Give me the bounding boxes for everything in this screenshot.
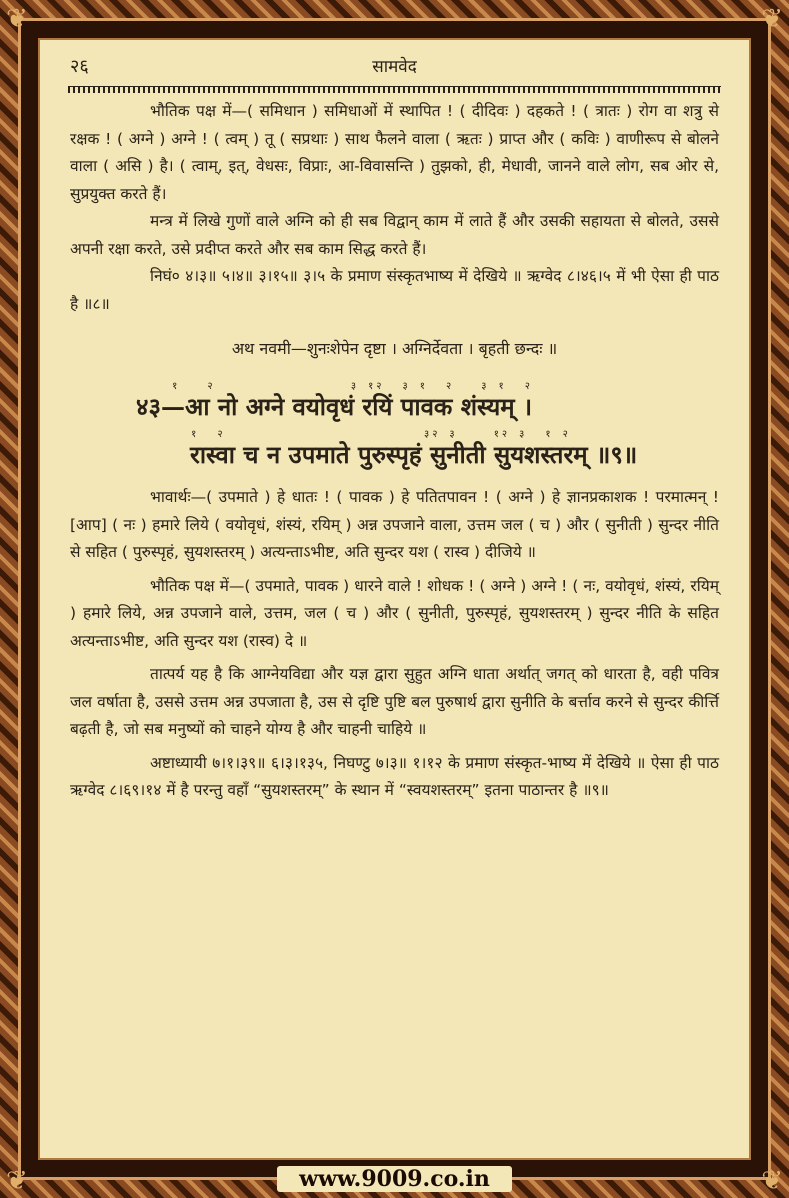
explanation-paragraph-1: मन्त्र में लिखे गुणों वाले अग्नि को ही सब विद्वान् काम में लाते हैं और उसकी सहायता से बोलते, उससे अपनी रक्षा करते, उसे प्रदीप्त करते और सब काम सिद्ध करते हैं। [70,212,719,258]
reference-paragraph-2: अष्टाध्यायी ७।१।३९॥ ६।३।१३५, निघण्टु ७।३॥ १।१२ के प्रमाण संस्कृत-भाष्य में देखिये ॥ ऐसा ही पाठ ऋग्वेद ८।६९।१४ में है परन्तु वहाँ “सुयशस्तरम्” के स्थान में “स्वयशस्तरम्” इतना पाठान्तर है ॥९॥ [70,753,719,799]
bhavarth-paragraph: भावार्थः—( उपमाते ) हे धातः ! ( पावक ) हे पतितपावन ! ( अग्ने ) हे ज्ञानप्रकाशक ! परमात्मन् ! [आप] ( नः ) हमारे लिये ( वयोवृधं, शंस्यं, रयिम् ) अन्न उपजाने वाला, उत्तम जल ( च ) और ( सुनीती ) सुन्दर नीति से सहित ( पुरुस्पृहं, सुयशस्तरम् ) अत्यन्ताऽभीष्ट, अति सुन्दर यश ( रास्व ) दीजिये ॥ [70,488,719,561]
mantra-line-1: ४३—आ नो अग्ने वयोवृधं रयिं पावक शंस्यम् । [136,392,533,421]
footer-band [38,1160,751,1198]
corner-ornament-icon: ❦ [761,1166,783,1196]
svara-marks-2: १ २ ३२ ३ १२ ३ १ २ [146,429,571,440]
reference-paragraph-1: निघं० ४।३॥ ५।४॥ ३।१५॥ ३।५ के प्रमाण संस्कृतभाष्य में देखिये ॥ ऋग्वेद ८।४६।५ में भी ऐसा ही पाठ है ॥८॥ [70,267,719,313]
tatparya-paragraph: तात्पर्य यह है कि आग्नेयविद्या और यज्ञ द्वारा सुहुत अग्नि धाता अर्थात् जगत् को धारता है, वही पवित्र जल वर्षाता है, उससे उत्तम अन्न उपजाता है, उस से दृष्टि पुष्टि बल पुरुषार्थ द्वारा सुनीति के बर्त्ताव करने से सुन्दर कीर्त्ति बढ़ती है, जो सब मनुष्यों को चाहने योग्य है और चाहनी चाहिये ॥ [70,665,719,738]
corner-ornament-icon: ❦ [6,4,28,34]
book-page [38,38,751,1160]
bhautik-paragraph-2: भौतिक पक्ष में—( उपमाते, पावक ) धारने वाले ! शोधक ! ( अग्ने ) अग्ने ! ( नः, वयोवृधं, शंस्यं, रयिम् ) हमारे लिये, अन्न उपजाने वाले, उत्तम, जल ( च ) और ( सुनीती, पुरुस्पृहं, सुयशस्तरम् ) सुन्दर नीति के सहित अत्यन्ताऽभीष्ट, अति सुन्दर यश (रास्व) दे ॥ [70,576,719,650]
corner-ornament-icon: ❦ [6,1166,28,1196]
page-number: २६ [70,56,89,77]
corner-ornament-icon: ❦ [761,4,783,34]
mantra-intro: अथ नवमी—शुनःशेपेन दृष्टा । अग्निर्देवता । बृहती छन्दः ॥ [231,339,558,358]
running-title: सामवेद [372,57,417,77]
bhautik-paragraph-1: भौतिक पक्ष में—( समिधान ) समिधाओं में स्थापित ! ( दीदिवः ) दहकते ! ( त्रातः ) रोग वा शत्रु से रक्षक ! ( अग्ने ) अग्ने ! ( त्वम् ) तू ( सप्रथाः ) साथ फैलने वाला ( ऋतः ) प्राप्त और ( कविः ) वाणीरूप से बोलने वाला ( असि ) है। ( त्वाम्, इत्, वेधसः, विप्राः, आ-विवासन्ति ) तुझको, ही, मेधावी, जानने वाले लोग, सब ओर से, सुप्रयुक्त करते हैं। [70,102,719,203]
website-link[interactable]: www.9009.co.in [277,1166,512,1192]
mantra-block [70,380,719,468]
header-rule [68,86,721,93]
svara-marks-1: १ २ ३ १२ ३ १ २ ३ १ २ [136,381,533,392]
mantra-line-2: रास्वा च न उपमाते पुरुस्पृहं सुनीती सुयशस्तरम् ॥९॥ [190,440,638,469]
page-header [70,54,719,80]
page-content [70,98,719,805]
